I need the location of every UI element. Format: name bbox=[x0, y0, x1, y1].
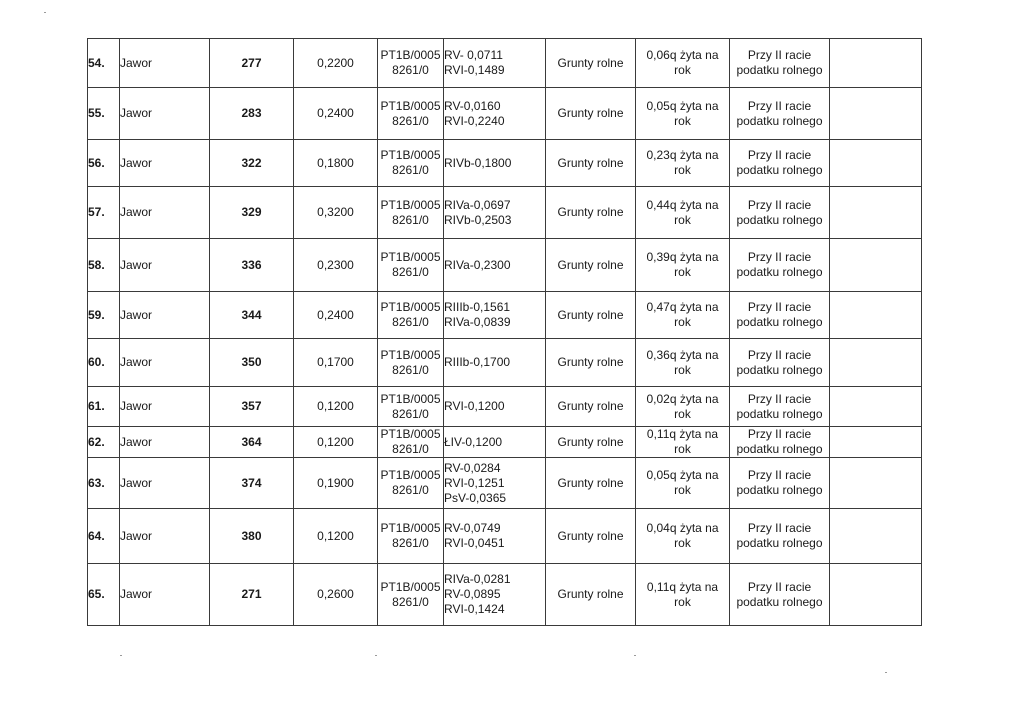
cell-czynsz-line: rok bbox=[674, 406, 691, 421]
cell-ksiega-wieczysta bbox=[378, 458, 444, 509]
cell-uwagi bbox=[830, 387, 922, 427]
cell-dzialka: 344 bbox=[210, 292, 294, 339]
cell-czynsz-line: rok bbox=[674, 113, 691, 128]
cell-klasy-gruntu bbox=[444, 292, 546, 339]
cell-obreb: Jawor bbox=[120, 88, 210, 140]
cell-powierzchnia: 0,2400 bbox=[294, 292, 378, 339]
cell-czynsz-line: rok bbox=[674, 163, 691, 177]
cell-czynsz-line: rok bbox=[674, 594, 691, 609]
cell-ksiega-wieczysta bbox=[378, 39, 444, 88]
cell-czynsz-line: 0,44q żyta na bbox=[646, 197, 719, 212]
cell-klasy-gruntu bbox=[444, 239, 546, 292]
cell-klasy-gruntu-line: RVI-0,1200 bbox=[444, 399, 505, 413]
cell-czynsz-line: 0,06q żyta na bbox=[646, 48, 719, 62]
cell-ksiega-wieczysta-line: PT1B/0005 bbox=[380, 148, 441, 162]
cell-uzytek: Grunty rolne bbox=[546, 187, 636, 239]
cell-czynsz-line: 0,23q żyta na bbox=[646, 148, 719, 162]
cell-termin-platnosci bbox=[730, 509, 830, 564]
cell-termin-platnosci-line: podatku rolnego bbox=[736, 212, 823, 227]
cell-powierzchnia: 0,2400 bbox=[294, 88, 378, 140]
cell-ksiega-wieczysta-line: 8261/0 bbox=[392, 212, 429, 227]
cell-obreb: Jawor bbox=[120, 292, 210, 339]
cell-klasy-gruntu-line: RIVb-0,2503 bbox=[444, 212, 512, 227]
cell-uwagi bbox=[830, 458, 922, 509]
cell-czynsz-line: rok bbox=[674, 315, 691, 329]
cell-czynsz bbox=[636, 509, 730, 564]
cell-powierzchnia: 0,1900 bbox=[294, 458, 378, 509]
cell-czynsz-line: 0,02q żyta na bbox=[646, 391, 719, 406]
scan-speck bbox=[44, 12, 46, 13]
cell-lp: 64. bbox=[88, 509, 120, 564]
cell-dzialka: 277 bbox=[210, 39, 294, 88]
cell-klasy-gruntu bbox=[444, 187, 546, 239]
cell-czynsz bbox=[636, 564, 730, 626]
cell-termin-platnosci-line: podatku rolnego bbox=[736, 265, 823, 279]
cell-termin-platnosci-line: Przy II racie bbox=[747, 48, 812, 62]
cell-obreb: Jawor bbox=[120, 509, 210, 564]
cell-czynsz bbox=[636, 239, 730, 292]
cell-czynsz bbox=[636, 39, 730, 88]
cell-ksiega-wieczysta bbox=[378, 292, 444, 339]
cell-klasy-gruntu bbox=[444, 564, 546, 626]
cell-dzialka: 357 bbox=[210, 387, 294, 427]
cell-ksiega-wieczysta bbox=[378, 509, 444, 564]
cell-lp: 58. bbox=[88, 239, 120, 292]
cell-termin-platnosci-line: Przy II racie bbox=[747, 98, 812, 113]
cell-termin-platnosci bbox=[730, 427, 830, 458]
cell-klasy-gruntu-line: RVI-0,1489 bbox=[444, 63, 505, 77]
cell-klasy-gruntu-line: RVI-0,1424 bbox=[444, 602, 505, 616]
table-row bbox=[88, 564, 922, 626]
cell-obreb: Jawor bbox=[120, 140, 210, 187]
cell-czynsz-line: rok bbox=[674, 63, 691, 77]
cell-czynsz bbox=[636, 458, 730, 509]
cell-czynsz-line: 0,47q żyta na bbox=[646, 300, 719, 314]
cell-klasy-gruntu-line: RV-0,0895 bbox=[444, 587, 501, 601]
cell-ksiega-wieczysta bbox=[378, 387, 444, 427]
cell-czynsz bbox=[636, 88, 730, 140]
cell-dzialka: 364 bbox=[210, 427, 294, 458]
cell-powierzchnia: 0,2300 bbox=[294, 239, 378, 292]
cell-uzytek: Grunty rolne bbox=[546, 427, 636, 458]
cell-termin-platnosci-line: Przy II racie bbox=[747, 579, 812, 594]
table-row bbox=[88, 458, 922, 509]
cell-obreb: Jawor bbox=[120, 339, 210, 387]
cell-uwagi bbox=[830, 339, 922, 387]
cell-ksiega-wieczysta-line: 8261/0 bbox=[392, 594, 429, 609]
cell-termin-platnosci-line: podatku rolnego bbox=[736, 163, 823, 177]
table-row bbox=[88, 509, 922, 564]
cell-powierzchnia: 0,1200 bbox=[294, 427, 378, 458]
cell-uzytek: Grunty rolne bbox=[546, 140, 636, 187]
cell-ksiega-wieczysta-line: PT1B/0005 bbox=[380, 300, 441, 314]
cell-lp: 60. bbox=[88, 339, 120, 387]
cell-uzytek: Grunty rolne bbox=[546, 509, 636, 564]
cell-ksiega-wieczysta-line: 8261/0 bbox=[392, 406, 429, 421]
cell-termin-platnosci-line: Przy II racie bbox=[747, 148, 812, 162]
cell-czynsz bbox=[636, 427, 730, 458]
cell-ksiega-wieczysta-line: PT1B/0005 bbox=[380, 250, 441, 264]
cell-klasy-gruntu-line: RIIIb-0,1700 bbox=[444, 355, 511, 369]
scan-speck bbox=[375, 655, 377, 656]
cell-ksiega-wieczysta bbox=[378, 427, 444, 458]
cell-uwagi bbox=[830, 88, 922, 140]
cell-powierzchnia: 0,1800 bbox=[294, 140, 378, 187]
cell-termin-platnosci bbox=[730, 564, 830, 626]
cell-lp: 56. bbox=[88, 140, 120, 187]
cell-uzytek: Grunty rolne bbox=[546, 292, 636, 339]
cell-uzytek: Grunty rolne bbox=[546, 387, 636, 427]
scan-speck bbox=[634, 655, 636, 656]
cell-czynsz-line: rok bbox=[674, 536, 691, 550]
cell-obreb: Jawor bbox=[120, 427, 210, 458]
cell-klasy-gruntu bbox=[444, 39, 546, 88]
cell-termin-platnosci-line: podatku rolnego bbox=[736, 113, 823, 128]
cell-czynsz-line: rok bbox=[674, 362, 691, 377]
cell-dzialka: 271 bbox=[210, 564, 294, 626]
cell-termin-platnosci bbox=[730, 187, 830, 239]
cell-klasy-gruntu-line: RIVb-0,1800 bbox=[444, 155, 512, 170]
cell-uwagi bbox=[830, 140, 922, 187]
cell-ksiega-wieczysta-line: PT1B/0005 bbox=[380, 427, 441, 441]
cell-ksiega-wieczysta-line: 8261/0 bbox=[392, 442, 429, 456]
cell-termin-platnosci-line: podatku rolnego bbox=[736, 483, 823, 497]
cell-ksiega-wieczysta-line: PT1B/0005 bbox=[380, 391, 441, 406]
cell-ksiega-wieczysta-line: PT1B/0005 bbox=[380, 48, 441, 62]
cell-klasy-gruntu-line: RIVa-0,0839 bbox=[444, 315, 511, 329]
cell-ksiega-wieczysta-line: 8261/0 bbox=[392, 536, 429, 550]
scan-speck bbox=[120, 655, 122, 656]
cell-klasy-gruntu-line: PsV-0,0365 bbox=[444, 490, 507, 505]
cell-ksiega-wieczysta bbox=[378, 564, 444, 626]
cell-lp: 62. bbox=[88, 427, 120, 458]
cell-lp: 57. bbox=[88, 187, 120, 239]
cell-czynsz-line: 0,11q żyta na bbox=[646, 427, 719, 441]
cell-uwagi bbox=[830, 187, 922, 239]
cell-termin-platnosci-line: podatku rolnego bbox=[736, 362, 823, 377]
table-row bbox=[88, 140, 922, 187]
cell-termin-platnosci bbox=[730, 387, 830, 427]
cell-ksiega-wieczysta-line: PT1B/0005 bbox=[380, 521, 441, 535]
cell-powierzchnia: 0,1200 bbox=[294, 509, 378, 564]
cell-termin-platnosci-line: Przy II racie bbox=[747, 427, 812, 441]
cell-uzytek: Grunty rolne bbox=[546, 564, 636, 626]
cell-czynsz bbox=[636, 140, 730, 187]
cell-ksiega-wieczysta-line: 8261/0 bbox=[392, 483, 429, 497]
cell-termin-platnosci bbox=[730, 339, 830, 387]
cell-lp: 59. bbox=[88, 292, 120, 339]
cell-termin-platnosci-line: Przy II racie bbox=[747, 468, 812, 482]
cell-uwagi bbox=[830, 564, 922, 626]
cell-klasy-gruntu bbox=[444, 387, 546, 427]
cell-ksiega-wieczysta-line: PT1B/0005 bbox=[380, 98, 441, 113]
cell-klasy-gruntu-line: RVI-0,1251 bbox=[444, 475, 505, 490]
cell-czynsz-line: 0,05q żyta na bbox=[646, 98, 719, 113]
cell-czynsz bbox=[636, 187, 730, 239]
cell-klasy-gruntu-line: RV- 0,0711 bbox=[444, 48, 503, 62]
table-row bbox=[88, 239, 922, 292]
cell-termin-platnosci-line: Przy II racie bbox=[747, 391, 812, 406]
cell-czynsz-line: 0,11q żyta na bbox=[646, 579, 719, 594]
cell-termin-platnosci bbox=[730, 292, 830, 339]
cell-klasy-gruntu bbox=[444, 509, 546, 564]
cell-ksiega-wieczysta bbox=[378, 339, 444, 387]
cell-dzialka: 322 bbox=[210, 140, 294, 187]
cell-dzialka: 374 bbox=[210, 458, 294, 509]
cell-lp: 55. bbox=[88, 88, 120, 140]
cell-uwagi bbox=[830, 239, 922, 292]
parcel-table bbox=[87, 38, 922, 626]
cell-uzytek: Grunty rolne bbox=[546, 88, 636, 140]
parcel-table-body bbox=[88, 39, 922, 626]
cell-klasy-gruntu-line: RVI-0,2240 bbox=[444, 113, 505, 128]
cell-czynsz-line: 0,04q żyta na bbox=[646, 521, 719, 535]
scan-speck bbox=[885, 672, 887, 673]
cell-klasy-gruntu-line: RIVa-0,0281 bbox=[444, 572, 511, 586]
cell-ksiega-wieczysta bbox=[378, 187, 444, 239]
cell-czynsz-line: 0,36q żyta na bbox=[646, 347, 719, 362]
cell-klasy-gruntu-line: RV-0,0749 bbox=[444, 521, 501, 535]
cell-klasy-gruntu-line: RIVa-0,2300 bbox=[444, 257, 511, 272]
cell-obreb: Jawor bbox=[120, 387, 210, 427]
cell-klasy-gruntu-line: RVI-0,0451 bbox=[444, 536, 505, 550]
cell-klasy-gruntu bbox=[444, 140, 546, 187]
cell-czynsz-line: rok bbox=[674, 442, 691, 456]
cell-obreb: Jawor bbox=[120, 458, 210, 509]
cell-ksiega-wieczysta bbox=[378, 88, 444, 140]
cell-ksiega-wieczysta-line: PT1B/0005 bbox=[380, 579, 441, 594]
cell-termin-platnosci-line: podatku rolnego bbox=[736, 594, 823, 609]
cell-termin-platnosci-line: podatku rolnego bbox=[736, 536, 823, 550]
table-row bbox=[88, 339, 922, 387]
cell-termin-platnosci bbox=[730, 239, 830, 292]
cell-obreb: Jawor bbox=[120, 39, 210, 88]
cell-lp: 54. bbox=[88, 39, 120, 88]
cell-termin-platnosci-line: Przy II racie bbox=[747, 521, 812, 535]
cell-ksiega-wieczysta-line: PT1B/0005 bbox=[380, 347, 441, 362]
cell-termin-platnosci-line: Przy II racie bbox=[747, 347, 812, 362]
cell-uzytek: Grunty rolne bbox=[546, 239, 636, 292]
cell-czynsz bbox=[636, 292, 730, 339]
cell-ksiega-wieczysta bbox=[378, 239, 444, 292]
cell-termin-platnosci-line: podatku rolnego bbox=[736, 315, 823, 329]
cell-klasy-gruntu-line: ŁIV-0,1200 bbox=[444, 434, 503, 449]
cell-ksiega-wieczysta bbox=[378, 140, 444, 187]
cell-dzialka: 350 bbox=[210, 339, 294, 387]
cell-czynsz-line: 0,39q żyta na bbox=[646, 250, 719, 264]
table-row bbox=[88, 187, 922, 239]
cell-termin-platnosci-line: Przy II racie bbox=[747, 300, 812, 314]
cell-lp: 63. bbox=[88, 458, 120, 509]
cell-termin-platnosci bbox=[730, 458, 830, 509]
cell-obreb: Jawor bbox=[120, 239, 210, 292]
cell-klasy-gruntu-line: RIIIb-0,1561 bbox=[444, 300, 511, 314]
cell-klasy-gruntu-line: RV-0,0160 bbox=[444, 98, 501, 113]
cell-dzialka: 380 bbox=[210, 509, 294, 564]
table-row bbox=[88, 88, 922, 140]
cell-termin-platnosci bbox=[730, 88, 830, 140]
table-row bbox=[88, 39, 922, 88]
cell-uwagi bbox=[830, 292, 922, 339]
cell-klasy-gruntu-line: RIVa-0,0697 bbox=[444, 197, 511, 212]
cell-dzialka: 336 bbox=[210, 239, 294, 292]
cell-klasy-gruntu-line: RV-0,0284 bbox=[444, 460, 501, 475]
cell-klasy-gruntu bbox=[444, 88, 546, 140]
cell-termin-platnosci-line: Przy II racie bbox=[747, 197, 812, 212]
cell-uzytek: Grunty rolne bbox=[546, 339, 636, 387]
cell-czynsz-line: rok bbox=[674, 265, 691, 279]
cell-uwagi bbox=[830, 427, 922, 458]
cell-powierzchnia: 0,2200 bbox=[294, 39, 378, 88]
cell-klasy-gruntu bbox=[444, 339, 546, 387]
cell-czynsz bbox=[636, 339, 730, 387]
cell-obreb: Jawor bbox=[120, 187, 210, 239]
cell-dzialka: 329 bbox=[210, 187, 294, 239]
cell-czynsz-line: 0,05q żyta na bbox=[646, 468, 719, 482]
cell-termin-platnosci-line: podatku rolnego bbox=[736, 442, 823, 456]
cell-ksiega-wieczysta-line: 8261/0 bbox=[392, 362, 429, 377]
table-row bbox=[88, 292, 922, 339]
cell-klasy-gruntu bbox=[444, 458, 546, 509]
cell-ksiega-wieczysta-line: PT1B/0005 bbox=[380, 197, 441, 212]
cell-ksiega-wieczysta-line: 8261/0 bbox=[392, 113, 429, 128]
cell-lp: 61. bbox=[88, 387, 120, 427]
cell-obreb: Jawor bbox=[120, 564, 210, 626]
cell-lp: 65. bbox=[88, 564, 120, 626]
cell-powierzchnia: 0,1700 bbox=[294, 339, 378, 387]
cell-termin-platnosci-line: Przy II racie bbox=[747, 250, 812, 264]
table-row bbox=[88, 427, 922, 458]
cell-termin-platnosci-line: podatku rolnego bbox=[736, 63, 823, 77]
cell-powierzchnia: 0,2600 bbox=[294, 564, 378, 626]
cell-dzialka: 283 bbox=[210, 88, 294, 140]
cell-uwagi bbox=[830, 509, 922, 564]
cell-ksiega-wieczysta-line: 8261/0 bbox=[392, 163, 429, 177]
cell-klasy-gruntu bbox=[444, 427, 546, 458]
cell-termin-platnosci bbox=[730, 39, 830, 88]
cell-ksiega-wieczysta-line: 8261/0 bbox=[392, 315, 429, 329]
cell-uzytek: Grunty rolne bbox=[546, 458, 636, 509]
cell-ksiega-wieczysta-line: 8261/0 bbox=[392, 63, 429, 77]
cell-termin-platnosci-line: podatku rolnego bbox=[736, 406, 823, 421]
cell-czynsz bbox=[636, 387, 730, 427]
cell-powierzchnia: 0,1200 bbox=[294, 387, 378, 427]
cell-ksiega-wieczysta-line: PT1B/0005 bbox=[380, 468, 441, 482]
cell-czynsz-line: rok bbox=[674, 483, 691, 497]
cell-termin-platnosci bbox=[730, 140, 830, 187]
cell-czynsz-line: rok bbox=[674, 212, 691, 227]
cell-powierzchnia: 0,3200 bbox=[294, 187, 378, 239]
table-row bbox=[88, 387, 922, 427]
cell-uwagi bbox=[830, 39, 922, 88]
cell-uzytek: Grunty rolne bbox=[546, 39, 636, 88]
cell-ksiega-wieczysta-line: 8261/0 bbox=[392, 265, 429, 279]
